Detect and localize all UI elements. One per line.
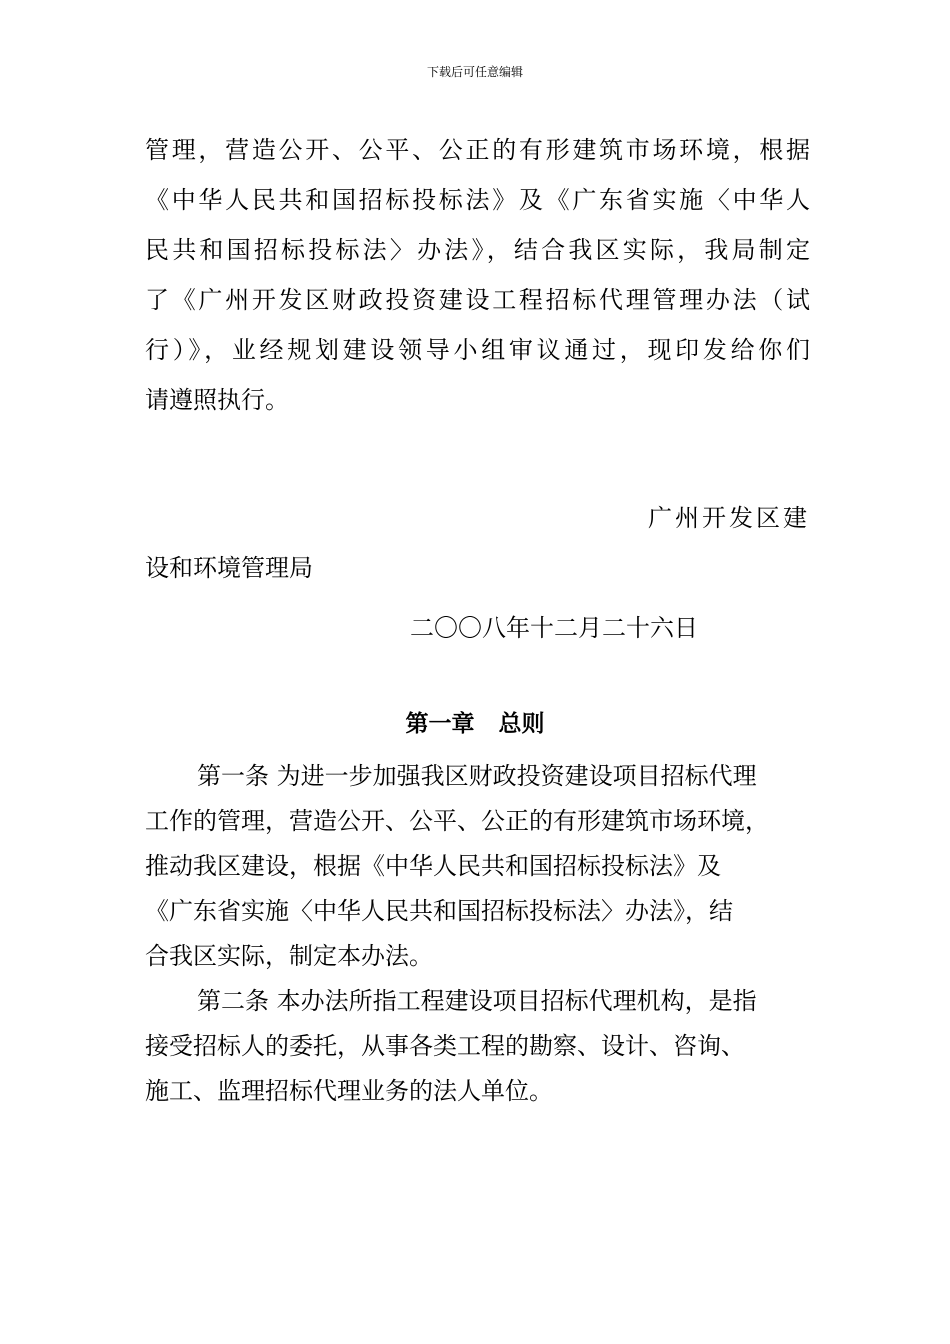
intro-line: 《中华人民共和国招标投标法》及《广东省实施〈中华人 (145, 186, 810, 214)
intro-line: 了《广州开发区财政投资建设工程招标代理管理办法（试 (145, 286, 810, 314)
signature-date: 二〇〇八年十二月二十六日 (410, 614, 698, 642)
article-2-line: 施工、监理招标代理业务的法人单位。 (145, 1077, 553, 1105)
intro-line: 民共和国招标投标法〉办法》，结合我区实际，我局制定 (145, 236, 810, 264)
signature-org-line2: 设和环境管理局 (145, 554, 313, 582)
intro-line: 管理，营造公开、公平、公正的有形建筑市场环境，根据 (145, 136, 810, 164)
chapter-heading: 第一章 总则 (405, 711, 545, 737)
article-1-line: 合我区实际，制定本办法。 (145, 942, 433, 970)
article-1-line: 推动我区建设，根据《中华人民共和国招标投标法》及 (145, 852, 721, 880)
page-header-note: 下载后可任意编辑 (426, 65, 523, 79)
intro-line: 行）》，业经规划建设领导小组审议通过，现印发给你们 (145, 336, 810, 364)
intro-line: 请遵照执行。 (145, 386, 289, 414)
article-1-line: 第一条 为进一步加强我区财政投资建设项目招标代理 (197, 762, 757, 790)
article-1-line: 工作的管理，营造公开、公平、公正的有形建筑市场环境， (145, 807, 769, 835)
article-1-line: 《广东省实施〈中华人民共和国招标投标法〉办法》，结 (145, 897, 733, 925)
signature-org-line1: 广州开发区建 (648, 504, 810, 532)
article-2-line: 接受招标人的委托，从事各类工程的勘察、设计、咨询、 (145, 1032, 745, 1060)
article-2-line: 第二条 本办法所指工程建设项目招标代理机构，是指 (197, 987, 757, 1015)
